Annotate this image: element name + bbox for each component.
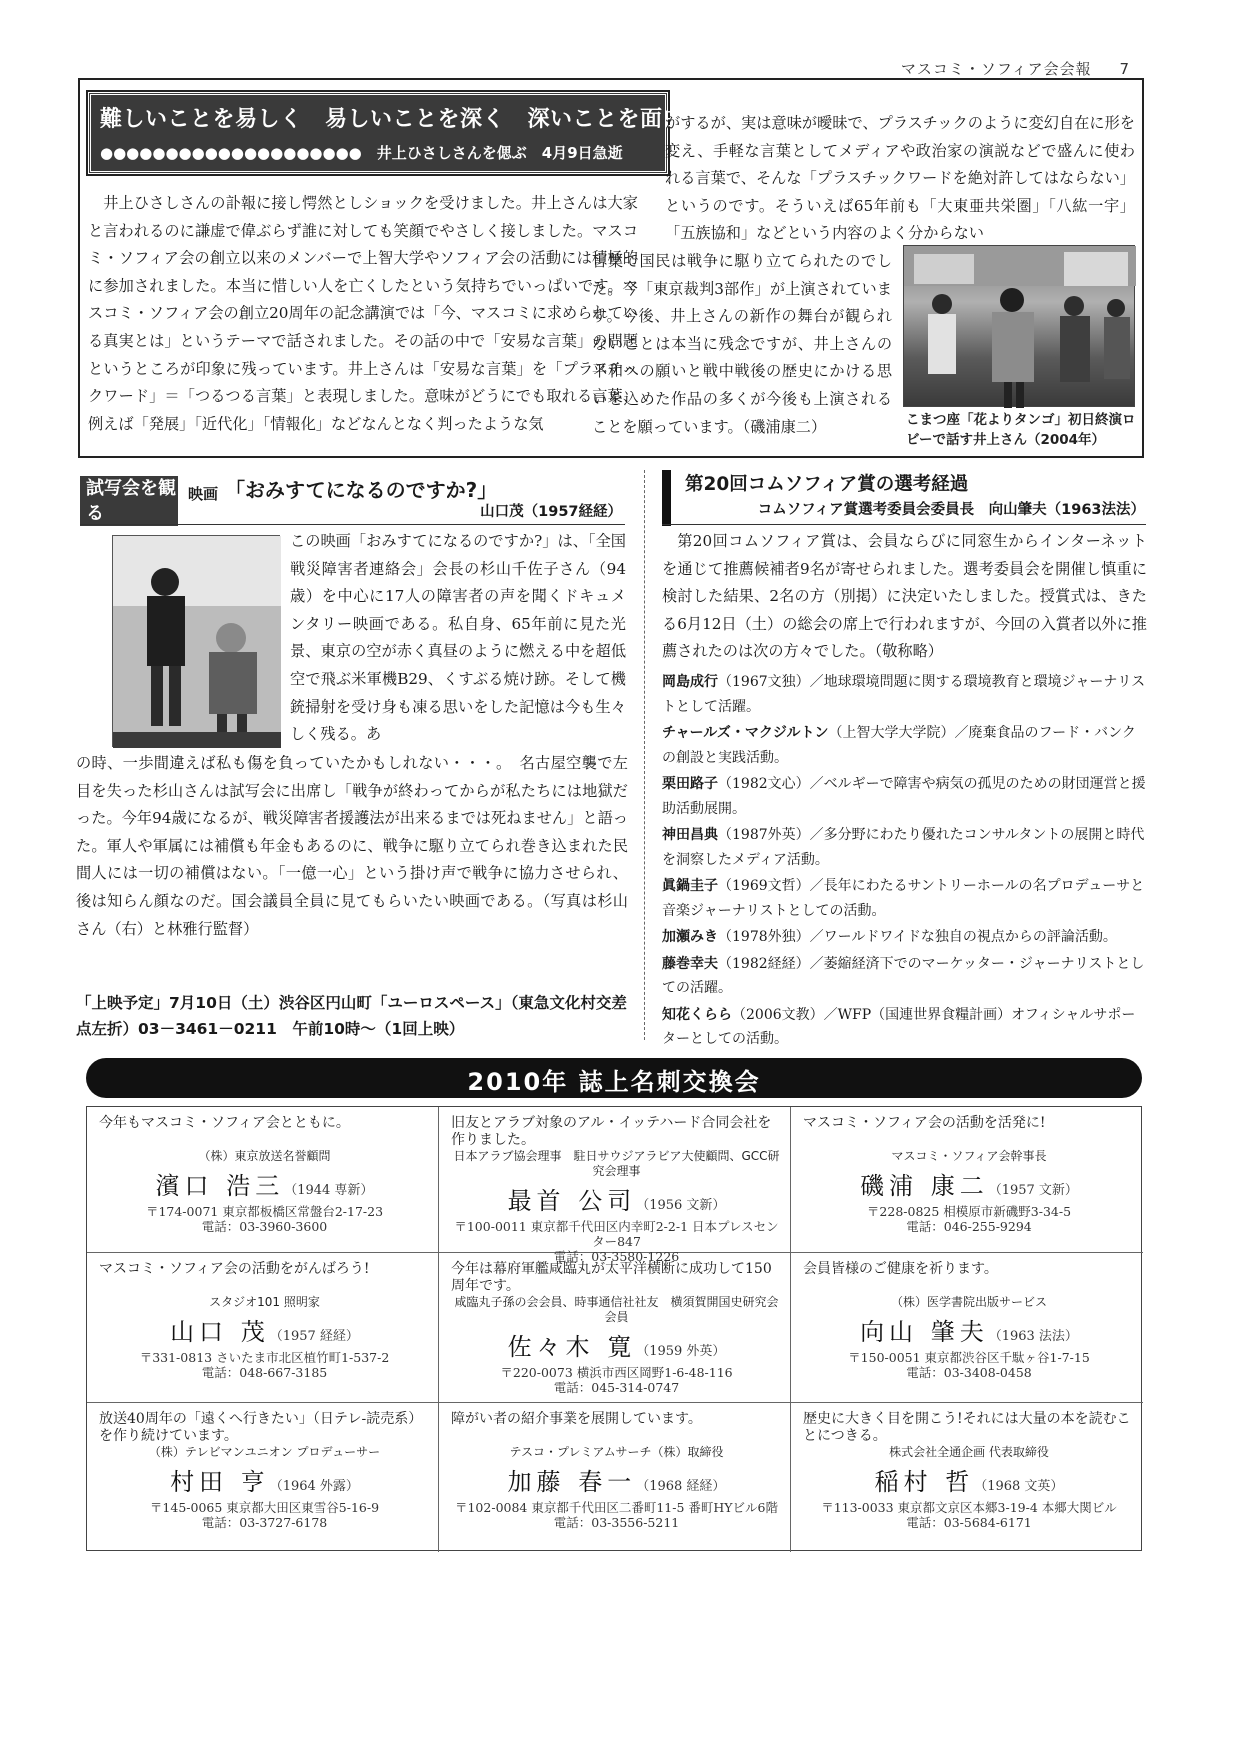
card-message: 今年もマスコミ・ソフィア会とともに。 <box>99 1115 350 1131</box>
card-address: 〒331-0813 さいたま市北区植竹町1-537-2 <box>139 1350 390 1365</box>
card-address: 〒100-0011 東京都千代田区内幸町2-2-1 日本プレスセンター847 <box>454 1219 779 1249</box>
business-card <box>87 1403 439 1552</box>
business-card <box>87 1253 439 1403</box>
business-card <box>439 1403 791 1552</box>
award-intro: 第20回コムソフィア賞は、会員ならびに同窓生からインターネットを通じて推薦候補者9名が寄せられました。選考委員会を開催し慎重に検討した結果、2名の方（別掲）に決定いたしました。授賞式は、きたる6月12日（土）の総会の席上で行われますが、今回の入賞者以外に推薦されたのは次の方々でした。（敬称略） <box>662 532 1147 661</box>
film-header-rule <box>80 524 625 525</box>
award-header-rule <box>662 524 1146 525</box>
card-message: 会員皆様のご健康を祈ります。 <box>803 1261 998 1277</box>
film-body-right: この映画「おみすてになるのですか?」は、「全国戦災障害者連絡会」会長の杉山千佐子さん（94歳）を中心に17人の障害者の声を聞くドキュメンタリー映画である。私自身、65年前に見た光景、東京の空が赤く真昼のように燃える中を超低空で飛ぶ米軍機B29、くすぶる焼け跡。そして機銃掃射を受け身も凍る思いをした記憶は今も生々しく残る。あ <box>290 532 627 744</box>
award-subtitle: コムソフィア賞選考委員会委員長 向山肇夫（1963法法） <box>757 502 1145 518</box>
page-number: 7 <box>1119 60 1130 78</box>
card-phone: 電話：046-255-9294 <box>906 1219 1032 1234</box>
card-name: 加藤 春一 <box>507 1468 637 1496</box>
memorial-body-left: 井上ひさしさんの訃報に接し愕然としショックを受けました。井上さんは大家と言われるのに謙虚で偉ぶらず誰に対しても笑顔でやさしく接しました。マスコミ・ソフィア会の創立以来のメンバーで上智大学やソフィア会の活動には積極的に参加されました。本当に惜しい人を亡くしたという気持ちでいっぱいです。マスコミ・ソフィア会の創立20周年の記念講演では「今、マスコミに求められている真実とは」というテーマで話されました。その話の中で「安易な言葉」の問題というところが印象に残っています。井上さんは「安易な言葉」を「プラスチックワード」＝「つるつる言葉」と表現しました。意味がどうにでも取れる言葉、例えば「発展」「近代化」「情報化」などなんとなく判ったような気 <box>88 194 638 433</box>
memorial-title: 難しいことを易しく 易しいことを深く 深いことを面白く! <box>100 107 719 132</box>
card-title: （株）テレビマンユニオン プロデューサー <box>148 1445 381 1459</box>
list-item: 栗田路子（1982文心）／ベルギーで障害や病気の孤児のための財団運営と援助活動展開。 <box>662 776 1146 817</box>
card-address: 〒220-0073 横浜市西区岡野1-6-48-116 <box>500 1365 733 1380</box>
card-graduation: （1959 外英） <box>636 1344 726 1359</box>
memorial-photo-illustration <box>904 246 1136 408</box>
list-item: 神田昌典（1987外英）／多分野にわたり優れたコンサルタントの展開と時代を洞察したメディア活動。 <box>662 827 1145 868</box>
card-address: 〒150-0051 東京都渋谷区千駄ヶ谷1-7-15 <box>848 1350 1090 1365</box>
card-message: 放送40周年の「遠くへ行きたい」（日テレ-読売系）を作り続けています。 <box>99 1411 423 1444</box>
card-graduation: （1956 文新） <box>636 1198 726 1213</box>
card-graduation: （1963 法法） <box>988 1329 1078 1344</box>
column-divider <box>644 470 645 1040</box>
card-phone: 電話：03-3408-0458 <box>906 1365 1032 1380</box>
memorial-body-right-lower: 言葉で国民は戦争に駆り立てられたのでした。今「東京裁判3部作」が上演されています。今後、井上さんの新作の舞台が観られないことは本当に残念ですが、井上さんの平和への願いと戦中戦後の歴史にかける思いを込めた作品の多くが今後も上演されることを願っています。（磯浦康二） <box>592 252 892 436</box>
card-graduation: （1957 経経） <box>269 1329 359 1344</box>
card-address: 〒228-0825 相模原市新磯野3-34-5 <box>866 1204 1072 1219</box>
film-title: 「おみすてになるのですか?」 <box>225 478 498 502</box>
award-title: 第20回コムソフィア賞の選考経過 <box>685 474 969 495</box>
card-phone: 電話：03-3580-1226 <box>553 1249 680 1264</box>
card-title: マスコミ・ソフィア会幹事長 <box>891 1149 1047 1163</box>
card-title: 日本アラブ協会理事 駐日サウジアラビア大使顧問、GCC研究会理事 <box>453 1149 780 1178</box>
card-address: 〒145-0065 東京都大田区東雪谷5-16-9 <box>149 1500 380 1515</box>
business-card <box>439 1107 791 1264</box>
card-message: 歴史に大きく目を開こう!それには大量の本を読むことにつきる。 <box>803 1411 1131 1444</box>
card-phone: 電話：03-3556-5211 <box>553 1515 680 1530</box>
business-card <box>791 1253 1143 1403</box>
card-graduation: （1944 専新） <box>284 1183 374 1198</box>
card-graduation: （1964 外露） <box>269 1479 359 1494</box>
card-message: 障がい者の紹介事業を展開しています。 <box>451 1411 702 1427</box>
card-phone: 電話：03-5684-6171 <box>906 1515 1032 1530</box>
nominee-list <box>662 670 1147 1054</box>
memorial-photo-caption: こまつ座「花よりタンゴ」初日終演ロビーで話す井上さん（2004年） <box>906 412 1136 448</box>
card-message: マスコミ・ソフィア会の活動をがんばろう! <box>99 1261 370 1277</box>
card-title: （株）東京放送名誉顧問 <box>198 1149 331 1163</box>
card-address: 〒174-0071 東京都板橋区常盤台2-17-23 <box>145 1204 384 1219</box>
memorial-body-right-top: がするが、実は意味が曖昧で、プラスチックのように変幻自在に形を変え、手軽な言葉としてメディアや政治家の演説などで盛んに使われる言葉で、そんな「プラスチックワードを絶対許してはならない」というのです。そういえば65年前も「大東亜共栄圏」「八紘一宇」「五族協和」などという内容のよく分からない <box>665 114 1135 243</box>
publication-name: マスコミ・ソフィア会会報 <box>900 60 1092 78</box>
business-card <box>87 1107 439 1253</box>
list-item: 知花くらら（2006文教）／WFP（国連世界食糧計画）オフィシャルサポーターとしての活動。 <box>662 1006 1136 1047</box>
business-card <box>791 1403 1143 1552</box>
list-item: チャールズ・マクジルトン（上智大学大学院）／廃棄食品のフード・バンクの創設と実践活動。 <box>662 725 1136 766</box>
film-body-full: の時、一歩間違えば私も傷を負っていたかもしれない・・・。 名古屋空襲で左目を失った杉山さんは試写会に出席し「戦争が終わってからが私たちには地獄だった。今年94歳になるが、戦災障害者援護法が出来るまでは死ねません」と語った。軍人や軍属には補償も年金もあるのに、戦争に駆り立てられ巻き込まれた民間人には一切の補償はない。「一億一心」という掛け声で戦争に協力させられ、後は知らん顔なのだ。国会議員全員に見てもらいたい映画である。（写真は杉山さん（右）と林雅行監督） <box>76 754 628 938</box>
card-title: テスコ・プレミアムサーチ（株）取締役 <box>509 1445 724 1459</box>
business-card-grid <box>86 1106 1142 1551</box>
film-section-label: 試写会を観る <box>86 478 176 524</box>
card-message: マスコミ・ソフィア会の活動を活発に! <box>803 1115 1046 1131</box>
memorial-photo <box>903 245 1135 407</box>
film-photo <box>112 535 280 747</box>
card-name: 佐々木 寛 <box>507 1333 637 1361</box>
card-title: 株式会社全通企画 代表取締役 <box>889 1445 1049 1459</box>
card-name: 山口 茂 <box>170 1318 270 1346</box>
business-card <box>439 1253 791 1403</box>
card-name: 最首 公司 <box>507 1187 637 1215</box>
list-item: 眞鍋圭子（1969文哲）／長年にわたるサントリーホールの名プロデューサと音楽ジャーナリストとしての活動。 <box>662 878 1145 919</box>
page-header <box>901 58 1130 79</box>
card-phone: 電話：03-3960-3600 <box>201 1219 328 1234</box>
award-title-mark <box>662 470 671 526</box>
card-phone: 電話：03-3727-6178 <box>201 1515 328 1530</box>
film-showing-info: 「上映予定」7月10日（土）渋谷区円山町「ユーロスペース」（東急文化村交差点左折）03－3461－0211 午前10時～（1回上映） <box>76 994 627 1038</box>
card-name: 稲村 哲 <box>874 1468 975 1496</box>
card-name: 向山 肇夫 <box>860 1318 989 1346</box>
card-graduation: （1968 経経） <box>636 1479 726 1494</box>
card-graduation: （1957 文新） <box>988 1183 1078 1198</box>
list-item: 加瀬みき（1978外独）／ワールドワイドな独自の視点からの評論活動。 <box>662 929 1117 945</box>
card-title: 咸臨丸子孫の会会員、時事通信社社友 横須賀開国史研究会会員 <box>454 1295 779 1324</box>
business-card <box>791 1107 1143 1253</box>
list-item: 岡島成行（1967文独）／地球環境問題に関する環境教育と環境ジャーナリストとして活躍。 <box>662 674 1146 715</box>
card-phone: 電話：048-667-3185 <box>201 1365 328 1380</box>
card-message: 今年は幕府軍艦咸臨丸が太平洋横断に成功して150周年です。 <box>451 1261 772 1294</box>
business-card-banner-title: 2010年 誌上名刺交換会 <box>467 1068 761 1096</box>
card-title: （株）医学書院出版サービス <box>890 1295 1047 1309</box>
card-name: 磯浦 康二 <box>860 1172 989 1200</box>
film-photo-illustration <box>113 536 281 748</box>
film-author: 山口茂（1957経経） <box>480 504 622 520</box>
card-phone: 電話：045-314-0747 <box>553 1380 680 1395</box>
card-address: 〒113-0033 東京都文京区本郷3-19-4 本郷大関ビル <box>821 1500 1117 1515</box>
film-kind-label: 映画 <box>188 485 219 503</box>
list-item: 藤巻幸夫（1982経経）／萎縮経済下でのマーケッター・ジャーナリストとしての活躍。 <box>662 955 1145 996</box>
card-address: 〒102-0084 東京都千代田区二番町11-5 番町HYビル6階 <box>454 1500 779 1515</box>
card-name: 村田 亨 <box>170 1468 270 1496</box>
card-message: 旧友とアラブ対象のアル・イッテハード合同会社を作りました。 <box>451 1115 772 1148</box>
card-graduation: （1968 文英） <box>974 1479 1064 1494</box>
memorial-subtitle: ●●●●●●●●●●●●●●●●●●●● 井上ひさしさんを偲ぶ 4月9日急逝 <box>100 144 623 162</box>
card-name: 濱口 浩三 <box>155 1172 285 1200</box>
card-title: スタジオ101 照明家 <box>209 1295 320 1309</box>
